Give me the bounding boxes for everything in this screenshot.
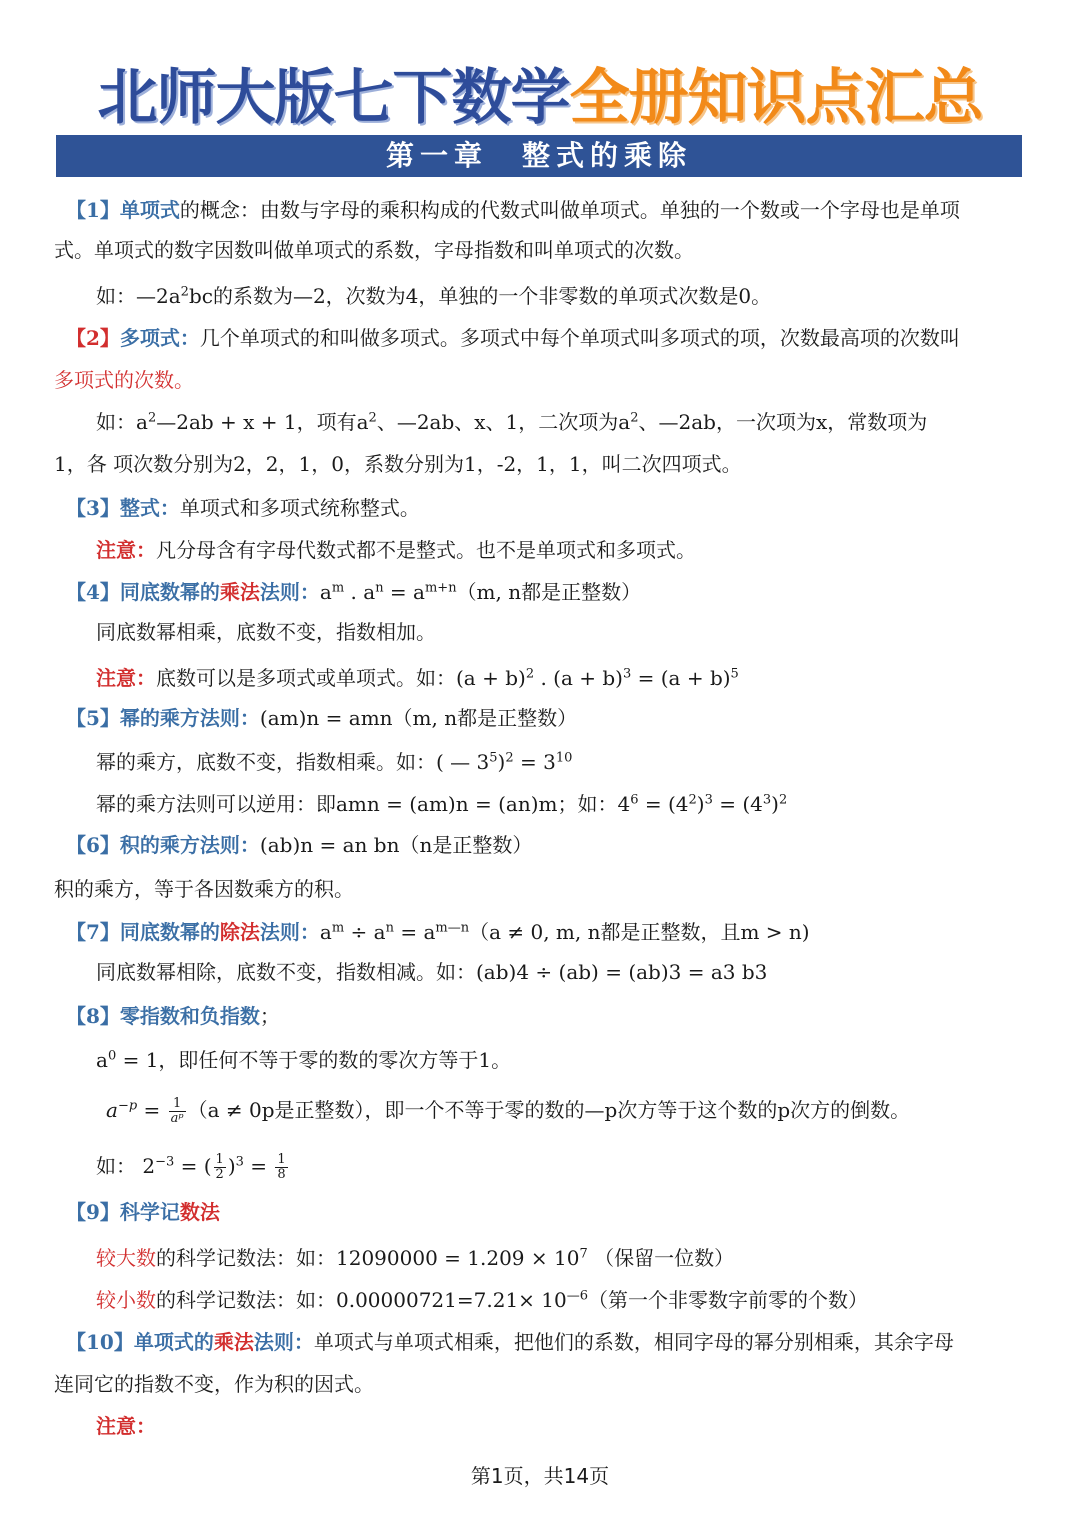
section-term: 积的乘方法则： xyxy=(119,833,260,857)
chapter-heading: 第一章 整式的乘除 xyxy=(56,135,1022,177)
exponent: 6 xyxy=(630,792,639,808)
section-1-line-2: 式。单项式的数字因数叫做单项式的系数，字母指数和叫单项式的次数。 xyxy=(54,238,694,262)
example-text: 幂的乘方，底数不变，指数相乘。如：( — 3 xyxy=(96,750,490,774)
note-label: 注意： xyxy=(96,1414,156,1438)
section-2-example-1 xyxy=(0,404,1080,440)
exponent: 3 xyxy=(622,666,632,682)
section-8-line-1 xyxy=(0,1042,1080,1078)
section-2-line-2: 多项式的次数。 xyxy=(54,368,194,392)
note-label: 注意： xyxy=(96,538,156,562)
section-2-example-2: 1，各 项次数分别为2，2，1，0，系数分别为1，-2，1，1，叫二次四项式。 xyxy=(54,452,742,476)
exponent: 3 xyxy=(704,792,713,808)
fraction xyxy=(169,1097,186,1126)
note-text: 凡分母含有字母代数式都不是整式。也不是单项式和多项式。 xyxy=(156,538,696,562)
section-term: 幂的乘方法则： xyxy=(119,706,260,730)
section-term: 多项式： xyxy=(119,326,200,350)
example-text: = 3 xyxy=(513,750,556,774)
formula-text: = ( xyxy=(174,1154,212,1178)
exponent: 2 xyxy=(505,750,514,766)
example-text: 、—2ab、x、1，二次项为a xyxy=(376,410,631,434)
formula-text: = xyxy=(243,1154,274,1178)
example-text: = (4 xyxy=(712,792,763,816)
section-8-line-3 xyxy=(0,1146,1080,1186)
exponent: 2 xyxy=(630,410,639,426)
exponent: m—n xyxy=(435,920,470,936)
exponent: n xyxy=(385,920,394,936)
section-9-line-1 xyxy=(0,1240,1080,1276)
section-term: 单项式 xyxy=(119,198,180,222)
fraction-denominator: aᵖ xyxy=(170,1111,184,1126)
section-number: 【2】 xyxy=(66,326,120,350)
formula-text: . a xyxy=(344,580,376,604)
section-term-highlight: 乘法 xyxy=(219,580,260,604)
note-1 xyxy=(0,532,1080,568)
exponent: m+n xyxy=(424,580,457,596)
exponent: m xyxy=(331,580,345,596)
section-number: 【4】 xyxy=(66,580,120,604)
section-5-line-3 xyxy=(0,786,1080,822)
fraction-denominator: 2 xyxy=(215,1167,224,1182)
section-term-highlight: 乘法 xyxy=(213,1330,254,1354)
fraction-numerator: 1 xyxy=(169,1097,186,1112)
highlight-label: 较大数 xyxy=(96,1246,156,1270)
section-term: 法则： xyxy=(253,1330,314,1354)
exponent: 2 xyxy=(368,410,377,426)
formula-text: ÷ a xyxy=(344,920,386,944)
example-text: 的科学记数法：如：12090000 = 1.209 × 10 xyxy=(156,1246,580,1270)
example-text: 的科学记数法：如：0.00000721=7.21× 10 xyxy=(156,1288,567,1312)
formula-text: a xyxy=(319,920,332,944)
formula-text: = xyxy=(137,1098,167,1122)
example-text: 幂的乘方法则可以逆用：即amn = (am)n = (an)m；如：4 xyxy=(96,792,631,816)
example-text: ) xyxy=(497,750,506,774)
section-text: 几个单项式的和叫做多项式。多项式中每个单项式叫多项式的项，次数最高项的次数叫 xyxy=(199,326,960,350)
section-1-line-1 xyxy=(0,192,1080,228)
formula-text: a xyxy=(96,1048,108,1072)
section-6-line-1 xyxy=(0,827,1080,863)
formula-text: = a xyxy=(383,580,425,604)
page-title xyxy=(0,58,1080,138)
fraction-numerator: 1 xyxy=(277,1152,286,1167)
section-number: 【6】 xyxy=(66,833,120,857)
page-title-part2: 全册知识点汇总 xyxy=(569,63,983,133)
section-3-line xyxy=(0,490,1080,526)
section-term-highlight: 除法 xyxy=(219,920,260,944)
exponent: 0 xyxy=(107,1048,117,1064)
formula-text: = 1，即任何不等于零的数的零次方等于1。 xyxy=(116,1048,512,1072)
exponent: m xyxy=(331,920,345,936)
section-7-line-1 xyxy=(0,914,1080,950)
section-2-line-1 xyxy=(0,320,1080,356)
exponent: n xyxy=(375,580,384,596)
section-1-example xyxy=(0,278,1080,314)
section-text: 单项式与单项式相乘，把他们的系数，相同字母的幂分别相乘，其余字母 xyxy=(313,1330,954,1354)
section-10-line-2: 连同它的指数不变，作为积的因式。 xyxy=(54,1372,374,1396)
exponent: 2 xyxy=(180,284,189,300)
example-text: —2ab + x + 1，项有a xyxy=(156,410,369,434)
section-term: 同底数幂的 xyxy=(119,920,220,944)
example-text: 如：—2a xyxy=(96,284,181,308)
punctuation: ； xyxy=(259,1004,280,1028)
section-9-line-2 xyxy=(0,1282,1080,1318)
section-7-line-2: 同底数幂相除，底数不变，指数相减。如：(ab)4 ÷ (ab) = (ab)3 = a3 b3 xyxy=(96,960,768,984)
example-text: 、—2ab，一次项为x，常数项为 xyxy=(638,410,928,434)
section-4-line-2: 同底数幂相乘，底数不变，指数相加。 xyxy=(96,620,436,644)
section-term: 零指数和负指数 xyxy=(119,1004,260,1028)
section-number: 【1】 xyxy=(66,198,120,222)
fraction-numerator: 1 xyxy=(215,1152,224,1167)
formula-text: a xyxy=(319,580,332,604)
section-number: 【7】 xyxy=(66,920,120,944)
highlight-label: 较小数 xyxy=(96,1288,156,1312)
formula-text: （a ≠ 0, m, n都是正整数，且m > n) xyxy=(469,920,810,944)
formula-text: (am)n = amn（m, n都是正整数） xyxy=(259,706,578,730)
note-text: 底数可以是多项式或单项式。如：(a + b) xyxy=(156,666,526,690)
section-number: 【8】 xyxy=(66,1004,120,1028)
note-2 xyxy=(0,660,1080,696)
formula-text: a xyxy=(106,1098,118,1122)
note-label: 注意： xyxy=(96,666,156,690)
section-term: 同底数幂的 xyxy=(119,580,220,604)
formula-text: = a xyxy=(393,920,436,944)
section-term: 法则： xyxy=(259,580,320,604)
example-text: 如：a xyxy=(96,410,148,434)
example-text: bc的系数为—2，次数为4，单独的一个非零数的单项式次数是0。 xyxy=(188,284,772,308)
section-6-line-2: 积的乘方，等于各因数乘方的积。 xyxy=(54,877,354,901)
section-4-line-1 xyxy=(0,574,1080,610)
exponent: 2 xyxy=(525,666,535,682)
exponent: 3 xyxy=(762,792,772,808)
exponent: 2 xyxy=(778,792,788,808)
section-number: 【9】 xyxy=(66,1200,120,1224)
exponent: 5 xyxy=(730,666,739,682)
example-text: = (4 xyxy=(638,792,689,816)
exponent: 10 xyxy=(555,750,573,766)
fraction-denominator: 8 xyxy=(277,1167,286,1182)
formula-text: ) xyxy=(227,1154,236,1178)
section-term: 整式： xyxy=(119,496,180,520)
section-text: 单项式和多项式统称整式。 xyxy=(179,496,420,520)
exponent: 5 xyxy=(489,750,498,766)
section-text: 的概念：由数与字母的乘积构成的代数式叫做单项式。单独的一个数或一个字母也是单项 xyxy=(179,198,960,222)
section-10-line-1 xyxy=(0,1324,1080,1360)
formula-text: （a ≠ 0p是正整数），即一个不等于零的数的—p次方等于这个数的p次方的倒数。 xyxy=(187,1098,911,1122)
section-term-highlight: 数法 xyxy=(179,1200,220,1224)
section-term: 单项式的 xyxy=(133,1330,214,1354)
section-8-heading xyxy=(0,998,1080,1034)
section-8-line-2 xyxy=(0,1090,1080,1130)
exponent: 7 xyxy=(579,1246,588,1262)
exponent: 2 xyxy=(147,410,157,426)
section-term: 科学记 xyxy=(119,1200,180,1224)
section-number: 【3】 xyxy=(66,496,120,520)
example-text: ) xyxy=(771,792,779,816)
example-text: （保留一位数） xyxy=(587,1246,735,1270)
exponent: −3 xyxy=(155,1154,175,1170)
section-5-line-2 xyxy=(0,744,1080,780)
page-footer: 第1页，共14页 xyxy=(470,1464,610,1488)
note-text: = (a + b) xyxy=(631,666,731,690)
exponent: −p xyxy=(117,1098,138,1114)
section-5-line-1 xyxy=(0,700,1080,736)
formula-text: 如： 2 xyxy=(96,1154,156,1178)
fraction xyxy=(275,1153,287,1182)
exponent: —6 xyxy=(566,1288,589,1304)
section-number: 【5】 xyxy=(66,706,120,730)
exponent: 3 xyxy=(235,1154,244,1170)
example-text: （第一个非零数字前零的个数） xyxy=(588,1288,869,1312)
fraction xyxy=(214,1153,226,1182)
section-number: 【10】 xyxy=(66,1330,134,1354)
page-title-part1: 北师大版七下数学 xyxy=(97,63,570,133)
example-text: ) xyxy=(696,792,705,816)
section-9-heading xyxy=(0,1194,1080,1230)
note-3 xyxy=(0,1408,1080,1444)
formula-text: (ab)n = an bn（n是正整数） xyxy=(259,833,533,857)
note-text: . (a + b) xyxy=(534,666,623,690)
formula-text: （m, n都是正整数） xyxy=(456,580,642,604)
section-term: 法则： xyxy=(259,920,320,944)
exponent: 2 xyxy=(688,792,697,808)
